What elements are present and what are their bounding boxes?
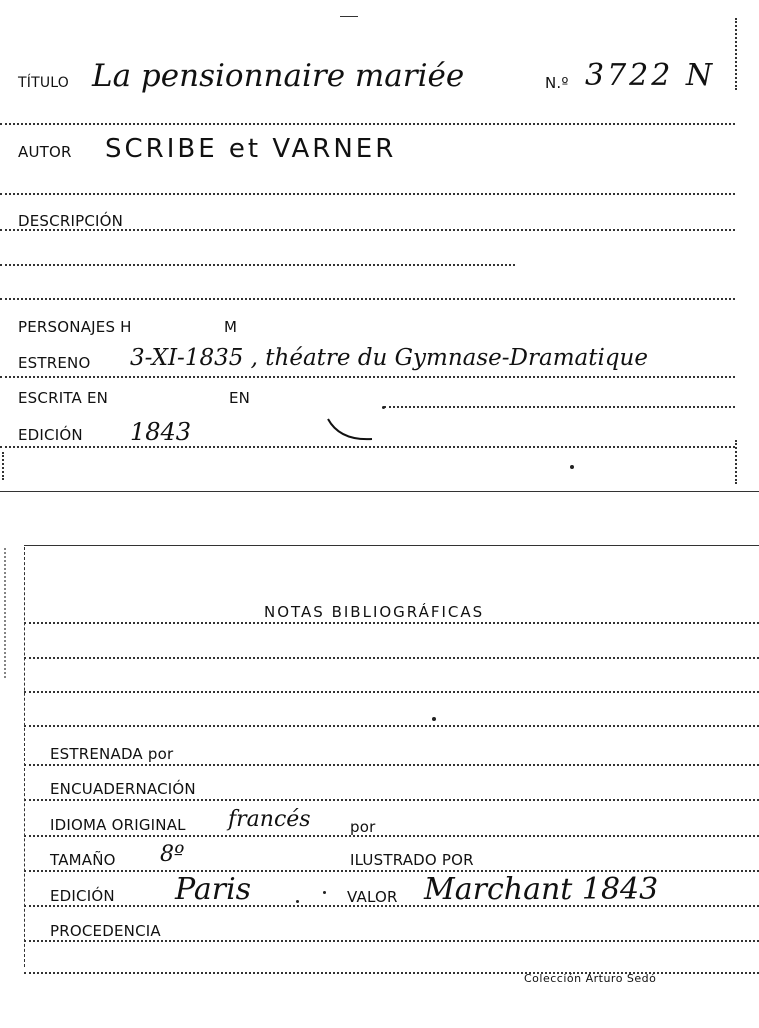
rule [24,835,759,837]
speck [323,891,326,894]
rule [0,123,735,125]
rule [384,406,735,408]
autor-value: SCRIBE et VARNER [105,134,397,164]
speck [382,406,385,409]
speck [296,900,299,903]
rule [0,376,735,378]
estreno-label: ESTRENO [18,354,91,372]
procedencia-label: PROCEDENCIA [50,922,161,940]
rule [24,657,759,659]
card-left-border [24,547,25,967]
rule [0,193,735,195]
pen-stroke [320,415,380,445]
titulo-value: La pensionnaire mariée [92,58,465,94]
rule [0,229,735,231]
numero-value: 3722 N [585,58,716,93]
rule [24,905,759,907]
rule [0,298,735,300]
torn-edge [4,548,6,678]
autor-label: AUTOR [18,143,72,161]
encuadernacion-label: ENCUADERNACIÓN [50,780,196,798]
escrita-en-label: EN [229,389,251,407]
collection-footer: Colección Arturo Sedó [524,972,657,985]
notas-heading: NOTAS BIBLIOGRÁFICAS [264,603,485,621]
idioma-label: IDIOMA ORIGINAL [50,816,186,834]
edicion-value: 1843 [130,418,192,446]
idioma-por-label: por [350,818,376,836]
rule [0,264,515,266]
speck [570,465,574,469]
mark [340,16,358,17]
numero-label: N.º [545,74,569,92]
ilustrado-label: ILUSTRADO POR [350,851,474,869]
edicion-label: EDICIÓN [50,887,115,905]
idioma-value: francés [228,807,311,832]
rule [0,446,735,448]
descripcion-label: DESCRIPCIÓN [18,212,124,230]
rule [24,940,759,942]
personajes-m-label: M [224,318,238,336]
edicion-value: Paris [175,872,252,907]
valor-label: VALOR [347,888,398,906]
rule [24,725,759,727]
rule [24,764,759,766]
valor-value: Marchant 1843 [424,872,659,907]
tamano-value: 8º [160,842,185,867]
estrenada-label: ESTRENADA por [50,745,174,763]
card-top-edge [24,545,759,546]
rule [24,691,759,693]
rule [24,799,759,801]
titulo-label: TÍTULO [18,75,69,91]
personajes-label: PERSONAJES H [18,318,132,336]
escrita-label: ESCRITA EN [18,389,109,407]
estreno-value: 3-XI-1835 , théatre du Gymnase-Dramatique [130,345,648,371]
card-right-border [735,440,737,484]
tamano-label: TAMAÑO [50,851,116,869]
card-right-border [735,18,737,90]
card-bottom-edge [0,491,759,492]
edicion-label: EDICIÓN [18,426,83,444]
card-left-border [2,452,4,480]
speck [432,717,436,721]
rule [24,622,759,624]
